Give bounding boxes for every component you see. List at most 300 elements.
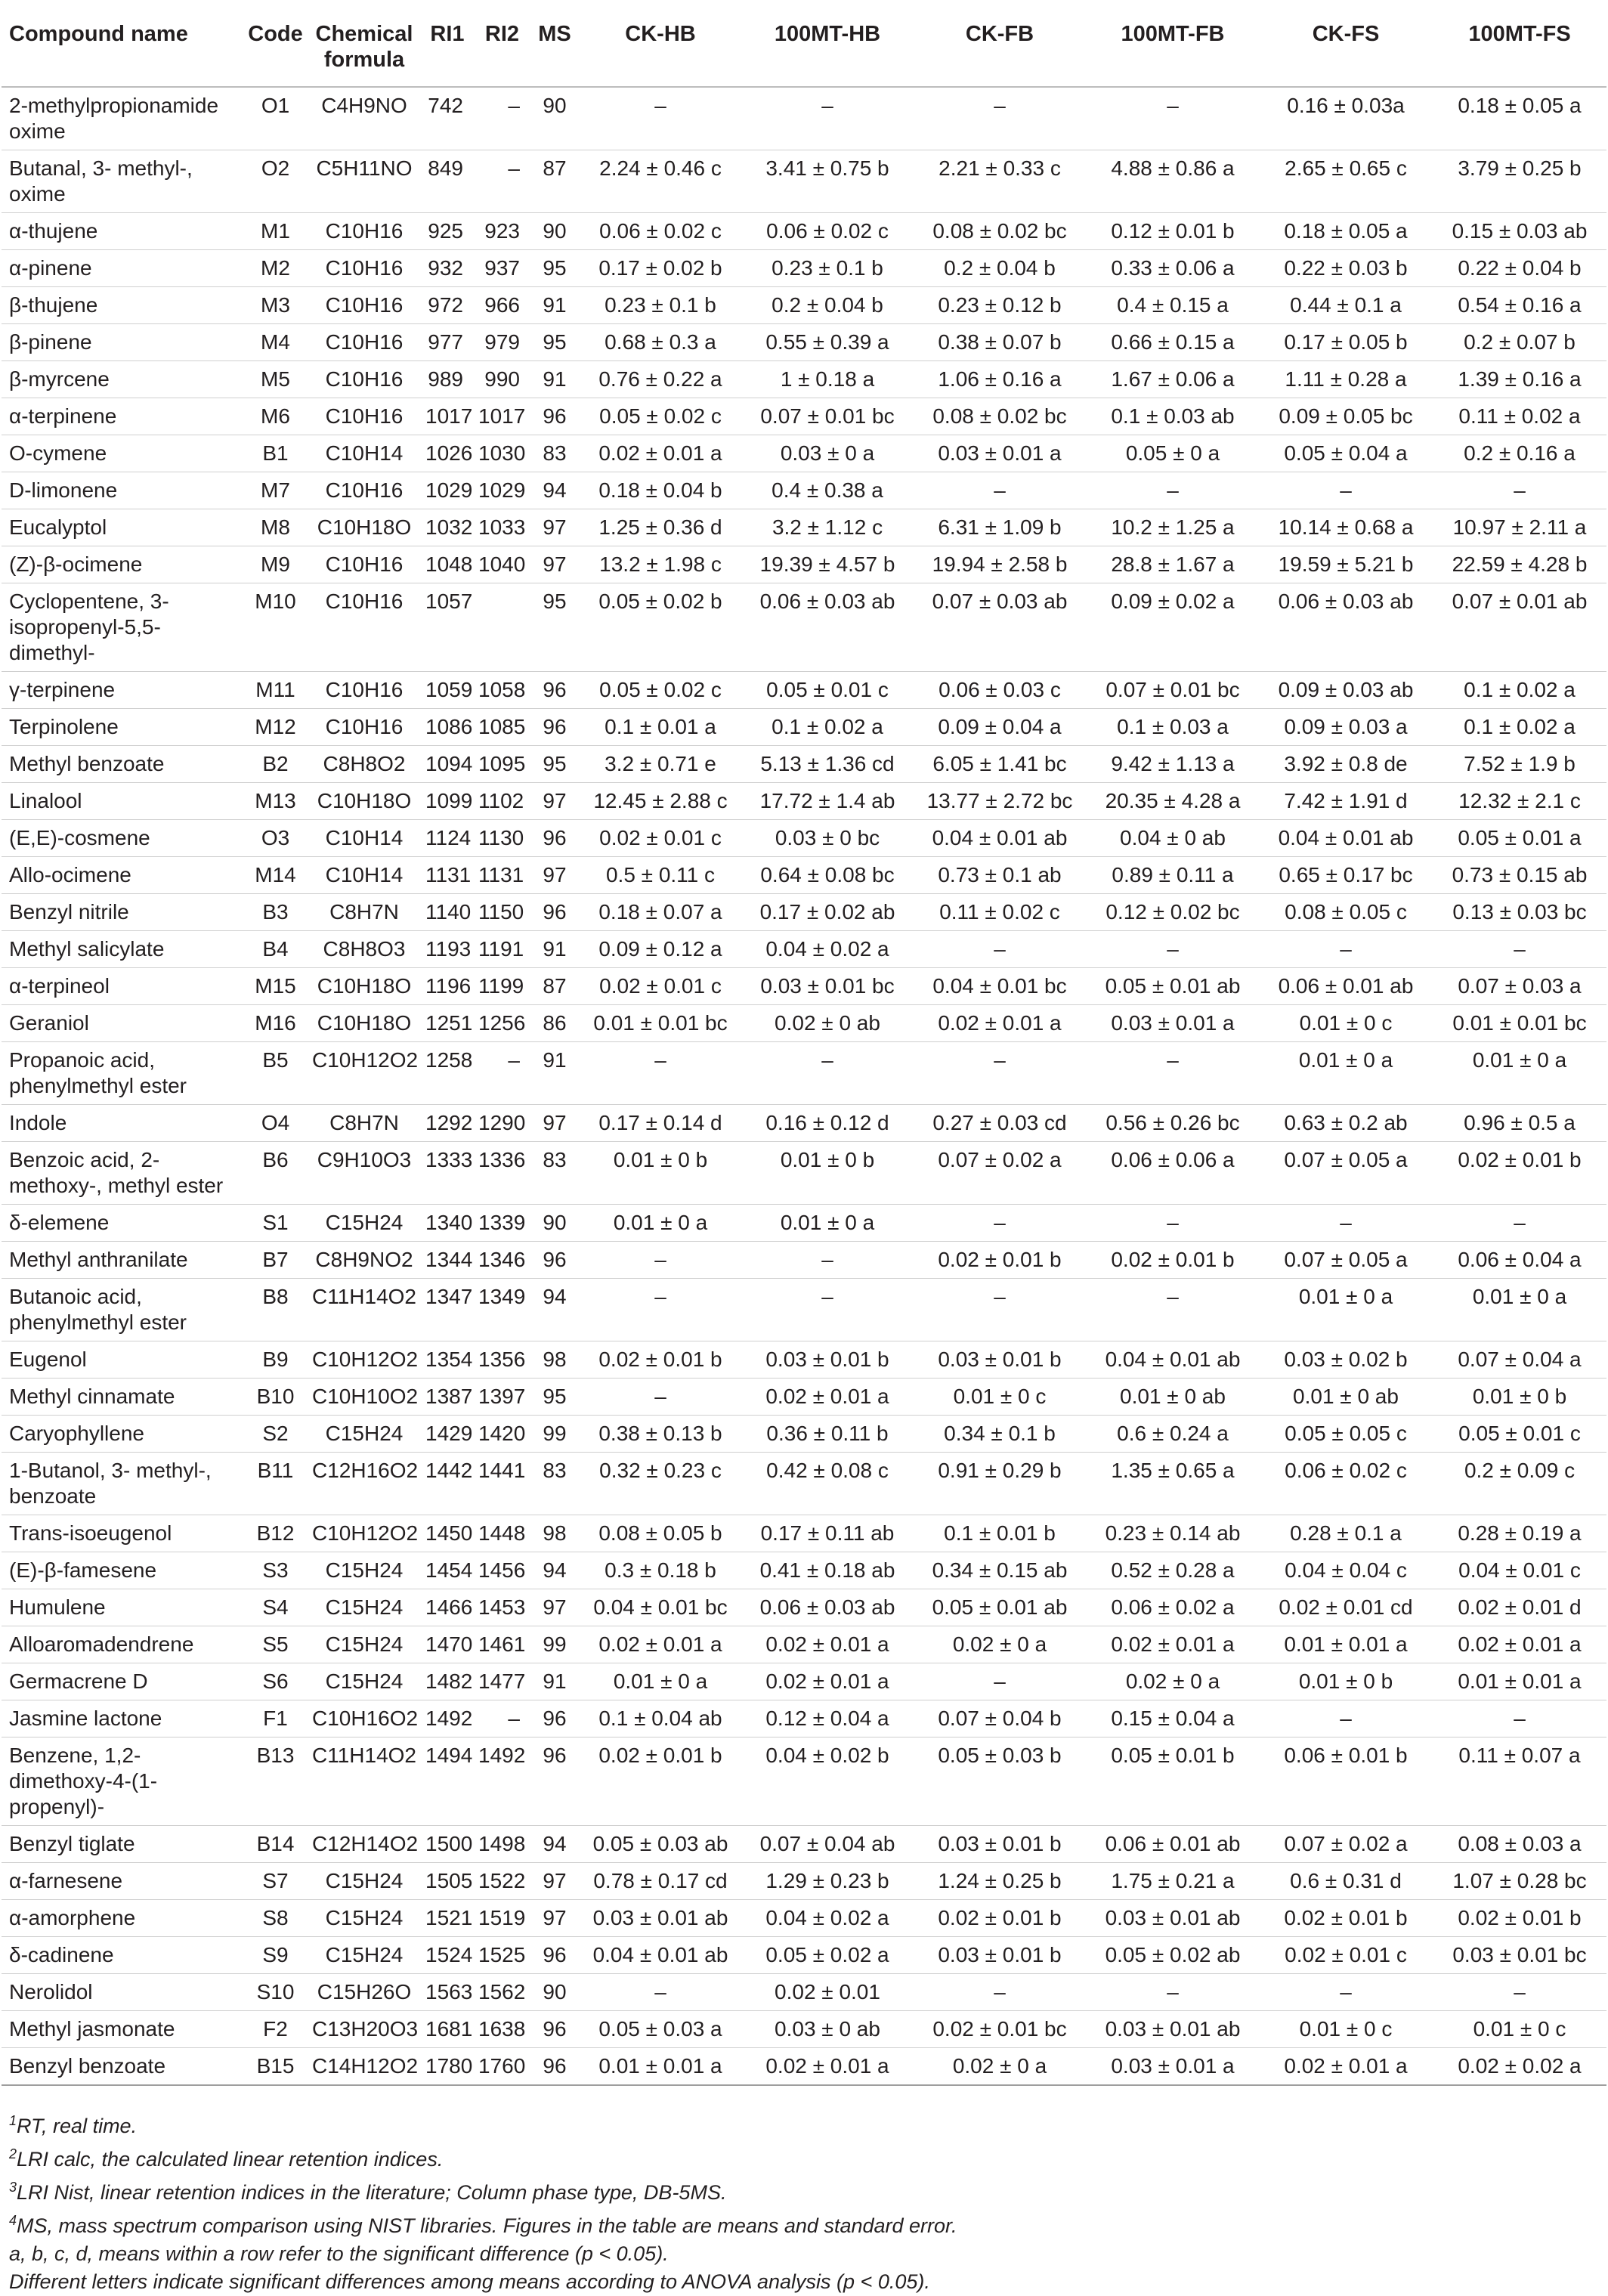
cell-code: S1 [262, 1211, 289, 1234]
cell-100mt-hb: 17.72 ± 1.4 ab [759, 789, 895, 812]
table-row [2, 857, 1606, 894]
cell-ri2: – [508, 156, 520, 180]
cell-ri2: 1102 [478, 789, 524, 812]
cell-compound-name: Butanoic acid, phenylmethyl ester [9, 1285, 187, 1334]
cell-ck-hb: – [654, 1048, 666, 1072]
table-row [2, 2048, 1606, 2086]
cell-100mt-fb: – [1167, 478, 1179, 502]
table-row [2, 1626, 1606, 1663]
cell-ck-fb: – [994, 1669, 1006, 1693]
cell-compound-name: Methyl jasmonate [9, 2017, 175, 2041]
cell-compound-name: Caryophyllene [9, 1422, 144, 1445]
cell-100mt-fb: 1.35 ± 0.65 a [1111, 1459, 1235, 1482]
cell-ri1: 972 [428, 293, 463, 317]
cell-ck-fb: – [994, 937, 1006, 961]
cell-ri2: 1420 [478, 1422, 526, 1445]
cell-code: F1 [263, 1707, 288, 1730]
cell-ck-hb: 0.08 ± 0.05 b [598, 1521, 722, 1545]
table-row [2, 1205, 1606, 1242]
cell-100mt-fs: 0.15 ± 0.03 ab [1452, 219, 1588, 243]
cell-100mt-fb: 0.06 ± 0.01 ab [1105, 1832, 1241, 1855]
cell-100mt-fs: 3.79 ± 0.25 b [1458, 156, 1582, 180]
cell-ck-hb: – [654, 1248, 666, 1271]
table-row [2, 1589, 1606, 1626]
cell-100mt-fb: 0.09 ± 0.02 a [1111, 589, 1235, 613]
cell-ck-fb: 0.03 ± 0.01 b [938, 1348, 1062, 1371]
cell-100mt-hb: 0.03 ± 0 ab [775, 2017, 880, 2041]
cell-code: O3 [261, 826, 290, 849]
cell-100mt-fb: 4.88 ± 0.86 a [1111, 156, 1235, 180]
cell-100mt-fs: 0.01 ± 0 a [1472, 1285, 1567, 1308]
table-row [2, 1453, 1606, 1515]
cell-compound-name: Benzyl nitrile [9, 900, 129, 924]
table-row [2, 213, 1606, 250]
cell-ri1: 1505 [425, 1869, 473, 1892]
cell-100mt-hb: 3.41 ± 0.75 b [765, 156, 889, 180]
cell-ms: 96 [543, 900, 567, 924]
cell-ri1: 1124 [425, 826, 472, 849]
cell-ck-fs: 0.07 ± 0.02 a [1284, 1832, 1408, 1855]
cell-compound-name: Butanal, 3- methyl-, oxime [9, 156, 193, 206]
cell-ms: 98 [543, 1521, 567, 1545]
cell-ri1: 1454 [425, 1558, 473, 1582]
cell-100mt-fs: 0.96 ± 0.5 a [1464, 1111, 1576, 1134]
cell-ck-fb: 0.07 ± 0.02 a [938, 1148, 1062, 1171]
cell-compound-name: Nerolidol [9, 1980, 93, 2004]
cell-ck-hb: 0.04 ± 0.01 bc [593, 1595, 728, 1619]
table-row [2, 250, 1606, 287]
cell-ck-fb: 0.03 ± 0.01 b [938, 1832, 1062, 1855]
cell-ri1: 1681 [425, 2017, 473, 2041]
cell-ri1: 1492 [425, 1707, 473, 1730]
cell-ck-hb: 0.18 ± 0.04 b [598, 478, 722, 502]
cell-ck-fs: 0.01 ± 0 c [1299, 2017, 1393, 2041]
cell-ri2: 937 [484, 256, 520, 280]
cell-compound-name: Linalool [9, 789, 82, 812]
cell-ck-hb: 0.1 ± 0.01 a [605, 715, 716, 738]
cell-ri1: 1086 [425, 715, 473, 738]
cell-ck-fb: 0.08 ± 0.02 bc [932, 404, 1067, 428]
cell-ck-hb: 0.17 ± 0.02 b [598, 256, 722, 280]
cell-100mt-fb: 0.6 ± 0.24 a [1117, 1422, 1229, 1445]
cell-100mt-hb: 0.03 ± 0 a [780, 441, 875, 465]
table-row [2, 472, 1606, 509]
cell-ck-fb: 0.02 ± 0 a [952, 1632, 1047, 1656]
cell-100mt-hb: 0.05 ± 0.02 a [765, 1943, 889, 1966]
cell-ck-fs: 0.03 ± 0.02 b [1284, 1348, 1408, 1371]
cell-chemical-formula: C10H16 [325, 330, 404, 354]
cell-ri2: 1058 [478, 678, 526, 701]
cell-chemical-formula: C12H16O2 [312, 1459, 419, 1482]
cell-ck-fs: 0.01 ± 0 b [1298, 1669, 1393, 1693]
cell-ri1: 1354 [425, 1348, 473, 1371]
cell-100mt-fb: 0.04 ± 0 ab [1120, 826, 1226, 849]
cell-ms: 97 [543, 1111, 567, 1134]
cell-chemical-formula: C4H9NO [321, 94, 407, 117]
table-row [2, 287, 1606, 324]
cell-ck-fs: – [1340, 478, 1352, 502]
cell-100mt-fs: 0.02 ± 0.01 d [1458, 1595, 1582, 1619]
cell-100mt-hb: – [821, 1285, 833, 1308]
cell-ri1: 1450 [425, 1521, 473, 1545]
cell-ck-fs: 0.06 ± 0.03 ab [1278, 589, 1414, 613]
cell-ck-hb: – [654, 94, 666, 117]
table-row [2, 746, 1606, 783]
cell-100mt-fb: 0.06 ± 0.02 a [1111, 1595, 1235, 1619]
table-row [2, 87, 1606, 150]
cell-code: M7 [261, 478, 290, 502]
cell-ri1: 1094 [425, 752, 473, 775]
cell-ck-fs: 0.02 ± 0.01 cd [1279, 1595, 1413, 1619]
cell-code: B2 [262, 752, 289, 775]
cell-chemical-formula: C10H16 [325, 367, 404, 391]
cell-100mt-hb: 0.01 ± 0 a [780, 1211, 875, 1234]
cell-ri2: 1349 [478, 1285, 526, 1308]
cell-100mt-hb: 0.23 ± 0.1 b [772, 256, 883, 280]
cell-ck-fs: 0.07 ± 0.05 a [1284, 1148, 1408, 1171]
cell-compound-name: α-terpineol [9, 974, 110, 998]
cell-ck-fb: – [994, 1048, 1006, 1072]
cell-ri2: 1760 [478, 2054, 526, 2078]
cell-100mt-fs: 12.32 ± 2.1 c [1458, 789, 1581, 812]
cell-ck-fs: 0.01 ± 0 a [1298, 1048, 1393, 1072]
cell-100mt-fs: 0.01 ± 0.01 bc [1452, 1011, 1587, 1035]
cell-100mt-hb: 0.05 ± 0.01 c [766, 678, 889, 701]
cell-100mt-hb: 0.02 ± 0.01 [775, 1980, 880, 2004]
cell-ri2: – [508, 1048, 520, 1072]
cell-100mt-fb: 20.35 ± 4.28 a [1105, 789, 1241, 812]
cell-compound-name: (Z)-β-ocimene [9, 552, 143, 576]
cell-chemical-formula: C8H7N [329, 900, 399, 924]
cell-ms: 95 [543, 330, 567, 354]
footnote-4-mark: 4 [9, 2213, 17, 2228]
cell-ck-fb: 1.06 ± 0.16 a [938, 367, 1062, 391]
table-row [2, 1042, 1606, 1105]
cell-ms: 97 [543, 1906, 567, 1929]
cell-code: B8 [262, 1285, 289, 1308]
cell-ck-fb: 0.91 ± 0.29 b [938, 1459, 1062, 1482]
cell-ms: 97 [543, 1595, 567, 1619]
cell-compound-name: Benzyl tiglate [9, 1832, 135, 1855]
cell-chemical-formula: C15H24 [325, 1558, 404, 1582]
cell-chemical-formula: C10H18O [317, 1011, 412, 1035]
cell-ck-hb: 0.09 ± 0.12 a [598, 937, 722, 961]
cell-100mt-fb: 0.02 ± 0 a [1125, 1669, 1220, 1693]
cell-100mt-fs: 0.1 ± 0.02 a [1464, 715, 1576, 738]
cell-ri2 [474, 583, 530, 672]
cell-100mt-fb: 10.2 ± 1.25 a [1111, 515, 1235, 539]
col-ck-hb: CK-HB [625, 22, 696, 46]
cell-ri1: 1521 [425, 1906, 473, 1929]
cell-code: S9 [262, 1943, 289, 1966]
cell-code: O2 [261, 156, 290, 180]
cell-compound-name: Jasmine lactone [9, 1707, 162, 1730]
cell-ck-hb: 0.01 ± 0.01 bc [593, 1011, 728, 1035]
cell-100mt-fs: 0.05 ± 0.01 c [1458, 1422, 1581, 1445]
cell-100mt-hb: 5.13 ± 1.36 cd [760, 752, 895, 775]
cell-100mt-hb: 0.03 ± 0.01 bc [760, 974, 895, 998]
table-row [2, 1242, 1606, 1279]
cell-compound-name: Eugenol [9, 1348, 87, 1371]
cell-compound-name: Cyclopentene, 3-isopropenyl-5,5-dimethyl- [9, 589, 169, 664]
footnote-6: Different letters indicate significant differences among means according to ANOVA analysis (p < 0.05). [9, 2270, 930, 2293]
cell-code: M3 [261, 293, 290, 317]
col-ri2: RI2 [484, 22, 520, 46]
cell-compound-name: Methyl salicylate [9, 937, 165, 961]
table-row [2, 1937, 1606, 1974]
cell-chemical-formula: C8H8O2 [323, 752, 406, 775]
table-row [2, 1105, 1606, 1142]
cell-ck-hb: – [654, 1385, 666, 1408]
cell-ri2: 990 [484, 367, 520, 391]
cell-ck-fs: 0.01 ± 0 c [1299, 1011, 1393, 1035]
cell-ck-fb: 0.38 ± 0.07 b [938, 330, 1062, 354]
cell-100mt-hb: 3.2 ± 1.12 c [772, 515, 883, 539]
cell-100mt-fb: 0.12 ± 0.02 bc [1106, 900, 1240, 924]
cell-chemical-formula: C10H18O [317, 974, 412, 998]
col-ck-fb: CK-FB [965, 22, 1034, 46]
cell-ck-hb: 0.04 ± 0.01 ab [592, 1943, 728, 1966]
cell-ms: 97 [543, 789, 567, 812]
cell-ck-hb: 0.02 ± 0.01 c [599, 826, 722, 849]
cell-ck-hb: 0.23 ± 0.1 b [605, 293, 716, 317]
cell-100mt-fs: 0.07 ± 0.04 a [1458, 1348, 1582, 1371]
cell-100mt-fs: 1.39 ± 0.16 a [1458, 367, 1582, 391]
cell-100mt-fb: – [1167, 1980, 1179, 2004]
cell-ri1: 1347 [425, 1285, 473, 1308]
cell-ms: 96 [543, 715, 567, 738]
cell-chemical-formula: C12H14O2 [312, 1832, 419, 1855]
cell-ck-hb: 0.3 ± 0.18 b [605, 1558, 716, 1582]
cell-ri2: 1339 [478, 1211, 526, 1234]
cell-ck-fs: – [1340, 937, 1352, 961]
cell-ck-hb: 0.02 ± 0.01 c [599, 974, 722, 998]
col-formula-line1: Chemical [315, 22, 413, 46]
cell-compound-name: 2-methylpropionamide oxime [9, 94, 219, 143]
cell-chemical-formula: C11H14O2 [312, 1285, 417, 1308]
table-row [2, 1826, 1606, 1863]
footnote-2 [9, 2140, 957, 2174]
cell-100mt-hb: 0.04 ± 0.02 a [765, 1906, 889, 1929]
cell-chemical-formula: C9H10O3 [317, 1148, 412, 1171]
cell-ck-hb: 0.68 ± 0.3 a [605, 330, 716, 354]
cell-compound-name: Propanoic acid, phenylmethyl ester [9, 1048, 187, 1097]
cell-ck-fs: 0.04 ± 0.04 c [1285, 1558, 1407, 1582]
cell-chemical-formula: C10H14 [325, 441, 404, 465]
cell-compound-name: δ-elemene [9, 1211, 110, 1234]
cell-ms: 96 [543, 2054, 567, 2078]
col-ck-fs: CK-FS [1312, 22, 1380, 46]
cell-ri2: 979 [484, 330, 520, 354]
table-footnotes [9, 2107, 957, 2296]
col-100mt-fb: 100MT-FB [1121, 22, 1225, 46]
table-row [2, 1142, 1606, 1205]
cell-chemical-formula: C13H20O3 [312, 2017, 419, 2041]
cell-100mt-fb: 0.02 ± 0.01 a [1111, 1632, 1235, 1656]
cell-ri2: 1130 [478, 826, 524, 849]
cell-code: M8 [261, 515, 290, 539]
cell-code: S3 [262, 1558, 289, 1582]
cell-ri1: 1344 [425, 1248, 473, 1271]
cell-ck-fs: – [1340, 1707, 1352, 1730]
footnote-1-text: RT, real time. [17, 2115, 138, 2137]
cell-ck-fb: – [994, 1980, 1006, 2004]
table-row [2, 1279, 1606, 1341]
cell-ri2: 1290 [478, 1111, 526, 1134]
cell-100mt-fs: 0.18 ± 0.05 a [1458, 94, 1582, 117]
cell-ck-fb: 6.05 ± 1.41 bc [932, 752, 1067, 775]
cell-ck-hb: 0.01 ± 0 a [613, 1211, 708, 1234]
cell-ms: 90 [543, 219, 567, 243]
cell-100mt-hb: 0.03 ± 0 bc [775, 826, 880, 849]
cell-compound-name: α-amorphene [9, 1906, 136, 1929]
cell-100mt-fs: 0.06 ± 0.04 a [1458, 1248, 1582, 1271]
cell-ri1: 977 [428, 330, 463, 354]
cell-ck-fs: 0.07 ± 0.05 a [1284, 1248, 1408, 1271]
cell-100mt-hb: 0.07 ± 0.01 bc [760, 404, 895, 428]
cell-chemical-formula: C15H24 [325, 1211, 404, 1234]
cell-ck-fs: 0.6 ± 0.31 d [1290, 1869, 1402, 1892]
footnote-4-text: MS, mass spectrum comparison using NIST libraries. Figures in the table are means and standard error. [17, 2214, 957, 2237]
cell-ck-fb: 6.31 ± 1.09 b [938, 515, 1062, 539]
cell-ck-fb: 1.24 ± 0.25 b [938, 1869, 1062, 1892]
cell-compound-name: β-myrcene [9, 367, 110, 391]
cell-chemical-formula: C15H24 [325, 1632, 404, 1656]
cell-code: F2 [263, 2017, 288, 2041]
compound-table [2, 0, 1606, 2086]
cell-code: M4 [261, 330, 290, 354]
cell-100mt-fs: 0.02 ± 0.01 b [1458, 1148, 1582, 1171]
cell-chemical-formula: C10H16 [325, 404, 404, 428]
cell-ck-fb: 0.07 ± 0.04 b [938, 1707, 1062, 1730]
cell-ri1: 1340 [425, 1211, 473, 1234]
table-row [2, 672, 1606, 709]
cell-compound-name: (E,E)-cosmene [9, 826, 150, 849]
cell-ms: 91 [543, 1048, 567, 1072]
cell-compound-name: Humulene [9, 1595, 106, 1619]
cell-ri1: 1032 [425, 515, 473, 539]
cell-ck-fs: 0.16 ± 0.03a [1287, 94, 1405, 117]
cell-ri2: 1461 [478, 1632, 526, 1656]
cell-100mt-hb: 0.12 ± 0.04 a [765, 1707, 889, 1730]
cell-ri2: 1131 [478, 863, 524, 887]
cell-ck-fb: 0.03 ± 0.01 a [938, 441, 1062, 465]
cell-ri2: 1030 [478, 441, 526, 465]
cell-100mt-hb: – [821, 1248, 833, 1271]
cell-ck-fs: 0.01 ± 0 a [1298, 1285, 1393, 1308]
cell-100mt-fs: 22.59 ± 4.28 b [1452, 552, 1588, 576]
table-row [2, 1900, 1606, 1937]
cell-ri1: 1563 [425, 1980, 473, 2004]
cell-ms: 94 [543, 478, 567, 502]
col-ms: MS [538, 22, 571, 46]
cell-ri2: 1095 [478, 752, 526, 775]
cell-ri1: 1099 [425, 789, 473, 812]
cell-ck-fs: 0.17 ± 0.05 b [1284, 330, 1408, 354]
cell-100mt-fs: 0.54 ± 0.16 a [1458, 293, 1582, 317]
cell-code: B12 [256, 1521, 295, 1545]
cell-ri2: 1085 [478, 715, 526, 738]
cell-ck-fs: 10.14 ± 0.68 a [1278, 515, 1414, 539]
cell-ck-fs: 3.92 ± 0.8 de [1284, 752, 1408, 775]
cell-ck-fb: 0.08 ± 0.02 bc [932, 219, 1067, 243]
col-code: Code [248, 22, 303, 46]
cell-ms: 83 [543, 1459, 567, 1482]
cell-100mt-fs: – [1514, 478, 1526, 502]
col-compound-name: Compound name [9, 22, 188, 46]
cell-chemical-formula: C8H8O3 [323, 937, 406, 961]
cell-ck-hb: 0.05 ± 0.03 a [598, 2017, 722, 2041]
table-row [2, 1737, 1606, 1826]
cell-ri1: 1494 [425, 1744, 473, 1767]
cell-ck-fs: 0.65 ± 0.17 bc [1279, 863, 1413, 887]
cell-ri2: 1150 [478, 900, 524, 924]
cell-ck-fs: 0.09 ± 0.03 ab [1278, 678, 1414, 701]
cell-ri2: 1453 [478, 1595, 526, 1619]
cell-code: S4 [262, 1595, 289, 1619]
cell-chemical-formula: C15H24 [325, 1422, 404, 1445]
cell-code: M9 [261, 552, 290, 576]
cell-ri1: 1292 [425, 1111, 473, 1134]
cell-code: B5 [262, 1048, 289, 1072]
cell-ri1: 1193 [425, 937, 472, 961]
cell-compound-name: Indole [9, 1111, 67, 1134]
cell-ck-fs: 0.01 ± 0.01 a [1284, 1632, 1408, 1656]
cell-100mt-fs: 0.13 ± 0.03 bc [1452, 900, 1587, 924]
col-ri1: RI1 [430, 22, 465, 46]
cell-chemical-formula: C8H9NO2 [315, 1248, 413, 1271]
cell-compound-name: Methyl benzoate [9, 752, 165, 775]
table-row [2, 583, 1606, 672]
cell-compound-name: Geraniol [9, 1011, 89, 1035]
cell-chemical-formula: C10H16 [325, 478, 404, 502]
footnote-5: a, b, c, d, means within a row refer to the significant difference (p < 0.05). [9, 2242, 669, 2265]
cell-chemical-formula: C10H12O2 [312, 1521, 419, 1545]
cell-ms: 97 [543, 515, 567, 539]
cell-ck-fs: – [1340, 1980, 1352, 2004]
cell-chemical-formula: C10H16 [325, 715, 404, 738]
cell-ri1: 1429 [425, 1422, 473, 1445]
cell-100mt-hb: – [821, 94, 833, 117]
cell-ck-fs: 1.11 ± 0.28 a [1285, 367, 1407, 391]
cell-100mt-fb: – [1167, 1048, 1179, 1072]
cell-100mt-hb: 0.4 ± 0.38 a [772, 478, 883, 502]
cell-chemical-formula: C15H24 [325, 1943, 404, 1966]
cell-ck-fb: 0.04 ± 0.01 ab [932, 826, 1068, 849]
cell-chemical-formula: C14H12O2 [312, 2054, 419, 2078]
cell-100mt-fb: 0.03 ± 0.01 a [1111, 2054, 1235, 2078]
cell-compound-name: D-limonene [9, 478, 118, 502]
cell-100mt-fs: 0.11 ± 0.07 a [1458, 1744, 1581, 1767]
cell-ri2: 1191 [478, 937, 524, 961]
cell-ck-fs: 0.05 ± 0.05 c [1285, 1422, 1407, 1445]
cell-100mt-fb: 0.33 ± 0.06 a [1111, 256, 1235, 280]
table-row [2, 435, 1606, 472]
cell-compound-name: α-pinene [9, 256, 92, 280]
cell-100mt-fb: 1.67 ± 0.06 a [1111, 367, 1235, 391]
cell-ms: 94 [543, 1558, 567, 1582]
cell-code: B10 [256, 1385, 295, 1408]
cell-100mt-hb: 0.02 ± 0.01 a [765, 1632, 889, 1656]
cell-compound-name: Benzyl benzoate [9, 2054, 166, 2078]
col-100mt-hb: 100MT-HB [774, 22, 881, 46]
cell-code: B14 [256, 1832, 295, 1855]
cell-ck-fb: 0.02 ± 0.01 a [938, 1011, 1062, 1035]
cell-code: M16 [255, 1011, 296, 1035]
table-row [2, 150, 1606, 213]
cell-ck-fb: 0.2 ± 0.04 b [944, 256, 1056, 280]
cell-chemical-formula: C8H7N [329, 1111, 399, 1134]
